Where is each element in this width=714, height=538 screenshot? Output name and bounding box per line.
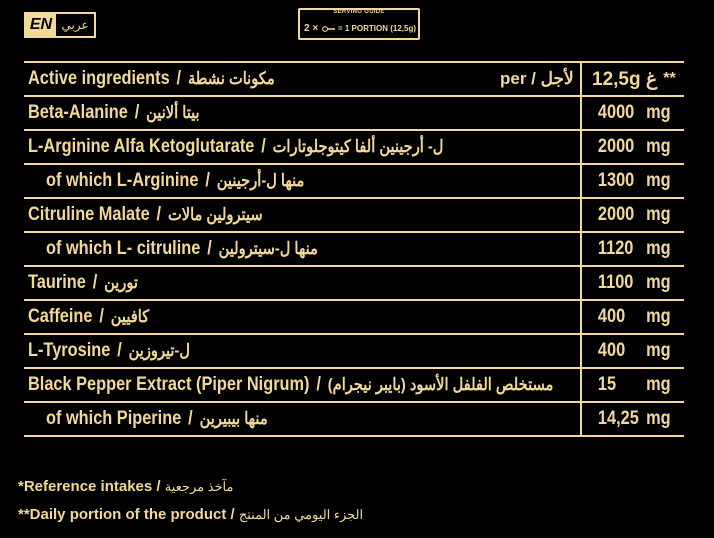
ingredient-name: L-Tyrosine / ل-تيروزين (28, 340, 190, 361)
ingredient-name-ar: كافيين (110, 307, 150, 326)
ingredients-table (24, 61, 684, 437)
table-row (24, 199, 684, 233)
ingredient-name-ar: ل-تيروزين (128, 341, 190, 360)
note-reference-intakes: *Reference intakes / مآخذ مرجعية (18, 478, 234, 495)
amount-value: 1100 (597, 272, 634, 293)
header-label-en: Active ingredients (28, 68, 170, 89)
ingredient-amount (598, 199, 671, 231)
ingredient-name: of which L-Arginine / منها ل-أرجينين (46, 170, 305, 191)
ingredient-name: of which Piperine / منها بيبيرين (46, 408, 268, 429)
column-divider (580, 199, 582, 231)
ingredient-name-en: of which L- citruline (46, 238, 201, 259)
ingredient-amount (598, 97, 671, 129)
ingredient-name: Taurine / تورين (28, 272, 138, 293)
amount-unit: mg (646, 136, 671, 157)
column-divider (580, 131, 582, 163)
amount-unit: mg (646, 272, 671, 293)
ingredient-name: Caffeine / كافيين (28, 306, 150, 327)
serving-count: 2 × (304, 23, 319, 34)
ingredient-name-ar: مستخلص الفلفل الأسود (بايبر نيجرام) (327, 375, 554, 394)
amount-value: 2000 (597, 136, 635, 157)
header-serving (592, 63, 676, 95)
ingredient-name-ar: بيتا ألانين (146, 103, 200, 122)
ingredient-name: L-Arginine Alfa Ketoglutarate / ل- أرجينين ألفا كيتوجلوتارات (28, 136, 444, 157)
lang-ar[interactable]: عربي (61, 18, 89, 32)
ingredient-amount (598, 403, 671, 435)
ingredient-amount (598, 267, 671, 299)
amount-value: 14,25 (597, 408, 639, 429)
ingredient-name-en: L-Arginine Alfa Ketoglutarate (28, 136, 255, 157)
serving-guide-title: SERVING GUIDE (333, 9, 385, 15)
column-divider (580, 233, 582, 265)
amount-unit: mg (646, 340, 671, 361)
column-divider (580, 335, 582, 367)
amount-unit: mg (646, 204, 671, 225)
column-divider (580, 165, 582, 197)
table-row (24, 403, 684, 437)
note-daily-portion: **Daily portion of the product / الجزء اليومي من المنتج (18, 506, 364, 523)
amount-value: 4000 (597, 102, 635, 123)
ingredient-name-en: Taurine (28, 272, 86, 293)
ingredient-name: Beta-Alanine / بيتا ألانين (28, 102, 200, 123)
header-serving-size: 12,5g غ (592, 68, 658, 90)
ingredient-name-ar: تورين (104, 273, 138, 292)
lang-en[interactable]: EN (26, 14, 56, 36)
ingredient-name-en: Beta-Alanine (28, 102, 128, 123)
header-asterisks: ** (663, 70, 676, 87)
table-header (24, 63, 684, 97)
ingredient-amount (598, 369, 671, 401)
amount-unit: mg (646, 374, 671, 395)
ingredient-name-en: of which Piperine (46, 408, 182, 429)
table-row (24, 301, 684, 335)
column-divider (580, 97, 582, 129)
header-label-ar: مكونات نشطة (187, 69, 275, 88)
ingredient-name: of which L- citruline / منها ل-سيترولين (46, 238, 318, 259)
table-row (24, 369, 684, 403)
header-per: per / لأجل (500, 69, 574, 88)
column-divider (580, 403, 582, 435)
amount-unit: mg (646, 102, 671, 123)
ingredient-name-ar: منها ل-أرجينين (216, 171, 305, 190)
ingredient-name: Citruline Malate / سيترولين مالات (28, 204, 263, 225)
ingredient-amount (598, 301, 671, 333)
ingredient-name-ar: سيترولين مالات (167, 205, 263, 224)
table-row (24, 165, 684, 199)
ingredient-name-en: Citruline Malate (28, 204, 150, 225)
ingredient-name-en: Caffeine (28, 306, 93, 327)
ingredient-name-ar: منها ل-سيترولين (218, 239, 318, 258)
ingredient-amount (598, 335, 671, 367)
amount-unit: mg (646, 408, 671, 429)
ingredient-amount (598, 233, 671, 265)
ingredient-name-ar: منها بيبيرين (199, 409, 268, 428)
ingredient-name-en: L-Tyrosine (28, 340, 111, 361)
header-label: Active ingredients / مكونات نشطة (28, 68, 275, 89)
amount-unit: mg (646, 238, 671, 259)
amount-value: 400 (597, 340, 626, 361)
serving-guide (298, 8, 420, 40)
ingredient-name-ar: ل- أرجينين ألفا كيتوجلوتارات (272, 137, 444, 156)
amount-value: 2000 (597, 204, 635, 225)
ingredient-amount (598, 165, 671, 197)
column-divider (580, 267, 582, 299)
ingredient-name: Black Pepper Extract (Piper Nigrum) / مستخلص الفلفل الأسود (بايبر نيجرام) (28, 374, 554, 395)
table-row (24, 335, 684, 369)
column-divider (580, 63, 582, 95)
serving-guide-line (304, 23, 416, 34)
language-switch[interactable] (24, 12, 96, 38)
amount-unit: mg (646, 170, 671, 191)
serving-portion: = 1 PORTION (12,5g) (337, 24, 416, 33)
column-divider (580, 369, 582, 401)
ingredient-name-en: Black Pepper Extract (Piper Nigrum) (28, 374, 310, 395)
table-row (24, 233, 684, 267)
amount-value: 1120 (597, 238, 634, 259)
amount-value: 400 (597, 306, 626, 327)
table-row (24, 267, 684, 301)
ingredient-name-en: of which L-Arginine (46, 170, 199, 191)
amount-value: 15 (597, 374, 617, 395)
ingredient-amount (598, 131, 671, 163)
amount-unit: mg (646, 306, 671, 327)
amount-value: 1300 (597, 170, 635, 191)
column-divider (580, 301, 582, 333)
table-row (24, 97, 684, 131)
table-row (24, 131, 684, 165)
scoop-icon (322, 25, 336, 33)
